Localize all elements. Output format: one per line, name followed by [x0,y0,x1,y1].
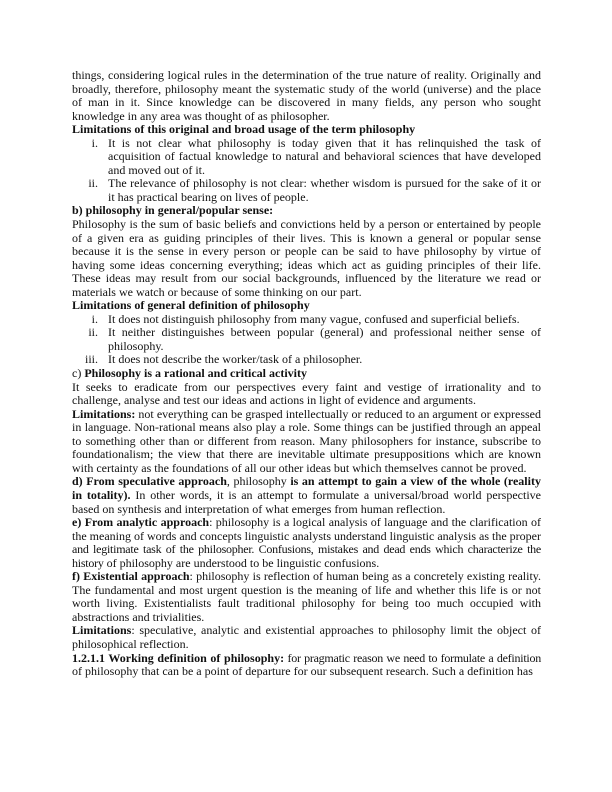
limitations-text: not everything can be grasped intellectually or reduced to an argument or expressed in language. Non-rational means also play a role. Some things can be justified through an appeal to something other than or different from reason. Many philosophers for instance, subscribe to foundationalism; the view that there are inevitable ultimate presuppositions which are known with certainty as the foundations of all our other ideas but which themselves cannot be proved. [72,406,541,475]
text-segment: : philosophy is a logical analysis of language and the clarification of the meaning of words and concepts linguistic analysts understand linguistic analysis as the proper [72,515,541,543]
text-segment: , philosophy [226,474,291,489]
limitations-general-list [72,313,541,367]
speculative-label: d) From speculative approach [72,474,227,489]
section-prefix: c) [72,366,85,381]
approaches-limitations-paragraph [72,624,541,651]
list-text: It does not distinguish philosophy from many vague, confused and superficial beliefs. [108,311,520,326]
text-segment: : philosophy is reflection of human being as a concretely existing reality. The fundamental and most urgent question is the meaning of life and whether this life is or not worth living. Existentialists fault traditional philosophy for being too much occupied with abstractions and trivialities. [72,569,541,624]
working-definition-paragraph [72,652,541,679]
list-text: It is not clear what philosophy is today given that it has relinquished the task of acquisition of factual knowledge to natural and behavioral sciences that have developed and moved out of it. [108,135,541,177]
analytic-label: e) From analytic approach [72,515,210,530]
limitations-original-heading: Limitations of this original and broad usage of the term philosophy [72,122,416,137]
analytic-paragraph [72,516,541,570]
limitations-general-heading: Limitations of general definition of philosophy [72,298,310,313]
general-sense-heading: b) philosophy in general/popular sense: [72,203,274,218]
list-number: ii. [88,325,98,340]
limitations-label: Limitations [72,623,132,638]
text-segment: of philosophy are understood to be linguistic confusions. [103,555,380,570]
working-definition-heading: 1.2.1.1 Working definition of philosophy: [72,650,285,665]
text-segment: : speculative, analytic and existential approaches to philosophy limit the object of philosophical reflection. [72,623,541,651]
existential-label: f) Existential approach [72,569,190,584]
list-number: i. [91,135,98,150]
text-segment: In other words, it is an attempt to formulate a universal/broad world perspective based on synthesis and interpretation of what emerges from human reflection. [72,487,541,516]
list-number: i. [91,311,98,326]
limitations-label: Limitations: [72,406,136,421]
list-item [72,177,541,204]
text-segment: and legitimate task of the philosopher. Confusions, mistakes and dead ends which characterize the history [72,542,541,570]
section-heading: Philosophy is a rational and critical activity [84,366,307,381]
list-text: It does not describe the worker/task of a philosopher. [108,352,363,367]
list-item [72,326,541,353]
list-item [72,137,541,178]
list-text: It neither distinguishes between popular (general) and professional neither sense of philosophy. [108,325,541,353]
list-number: ii. [88,176,98,191]
document-page [72,69,541,679]
list-text: The relevance of philosophy is not clear: whether wisdom is pursued for the sake of it or it has practical bearing on lives of people. [108,176,541,204]
general-sense-paragraph: Philosophy is the sum of basic beliefs and convictions held by a person or entertained by people of a given era as guiding principles of their lives. This is known a general or popular sense because it is the sense in every person or people can be said to have philosophy by virtue of having some ideas concerning everything; ideas which act as guiding principles of their life. These ideas may result from our social backgrounds, influenced by the literature we read or materials we watch or because of some thinking on our part. [72,217,541,299]
text-segment: for pragmatic reason we need to formulate a definition [284,650,542,665]
rational-activity-paragraph: It seeks to eradicate from our perspectives every faint and vestige of irrationality and to challenge, analyse and test our ideas and actions in light of evidence and arguments. [72,379,541,408]
intro-paragraph: things, considering logical rules in the determination of the true nature of reality. Originally and broadly, therefore, philosophy meant the systematic study of the world (universe) and the place of man in it. Since knowledge can be discovered in many fields, any person who sought knowledge in any area was thought of as philosopher. [72,68,541,123]
rational-limitations-paragraph [72,408,541,476]
text-segment: of philosophy that can be a point of departure for our subsequent research. Such a definition has [72,664,533,679]
list-item [72,353,541,367]
speculative-paragraph [72,475,541,516]
list-item [72,313,541,327]
existential-paragraph [72,570,541,624]
list-number: iii. [84,352,98,367]
rational-activity-heading [72,367,541,381]
limitations-original-list [72,137,541,205]
speculative-emphasis: is an attempt to gain a view of the whole (reality in totality). [72,474,541,502]
